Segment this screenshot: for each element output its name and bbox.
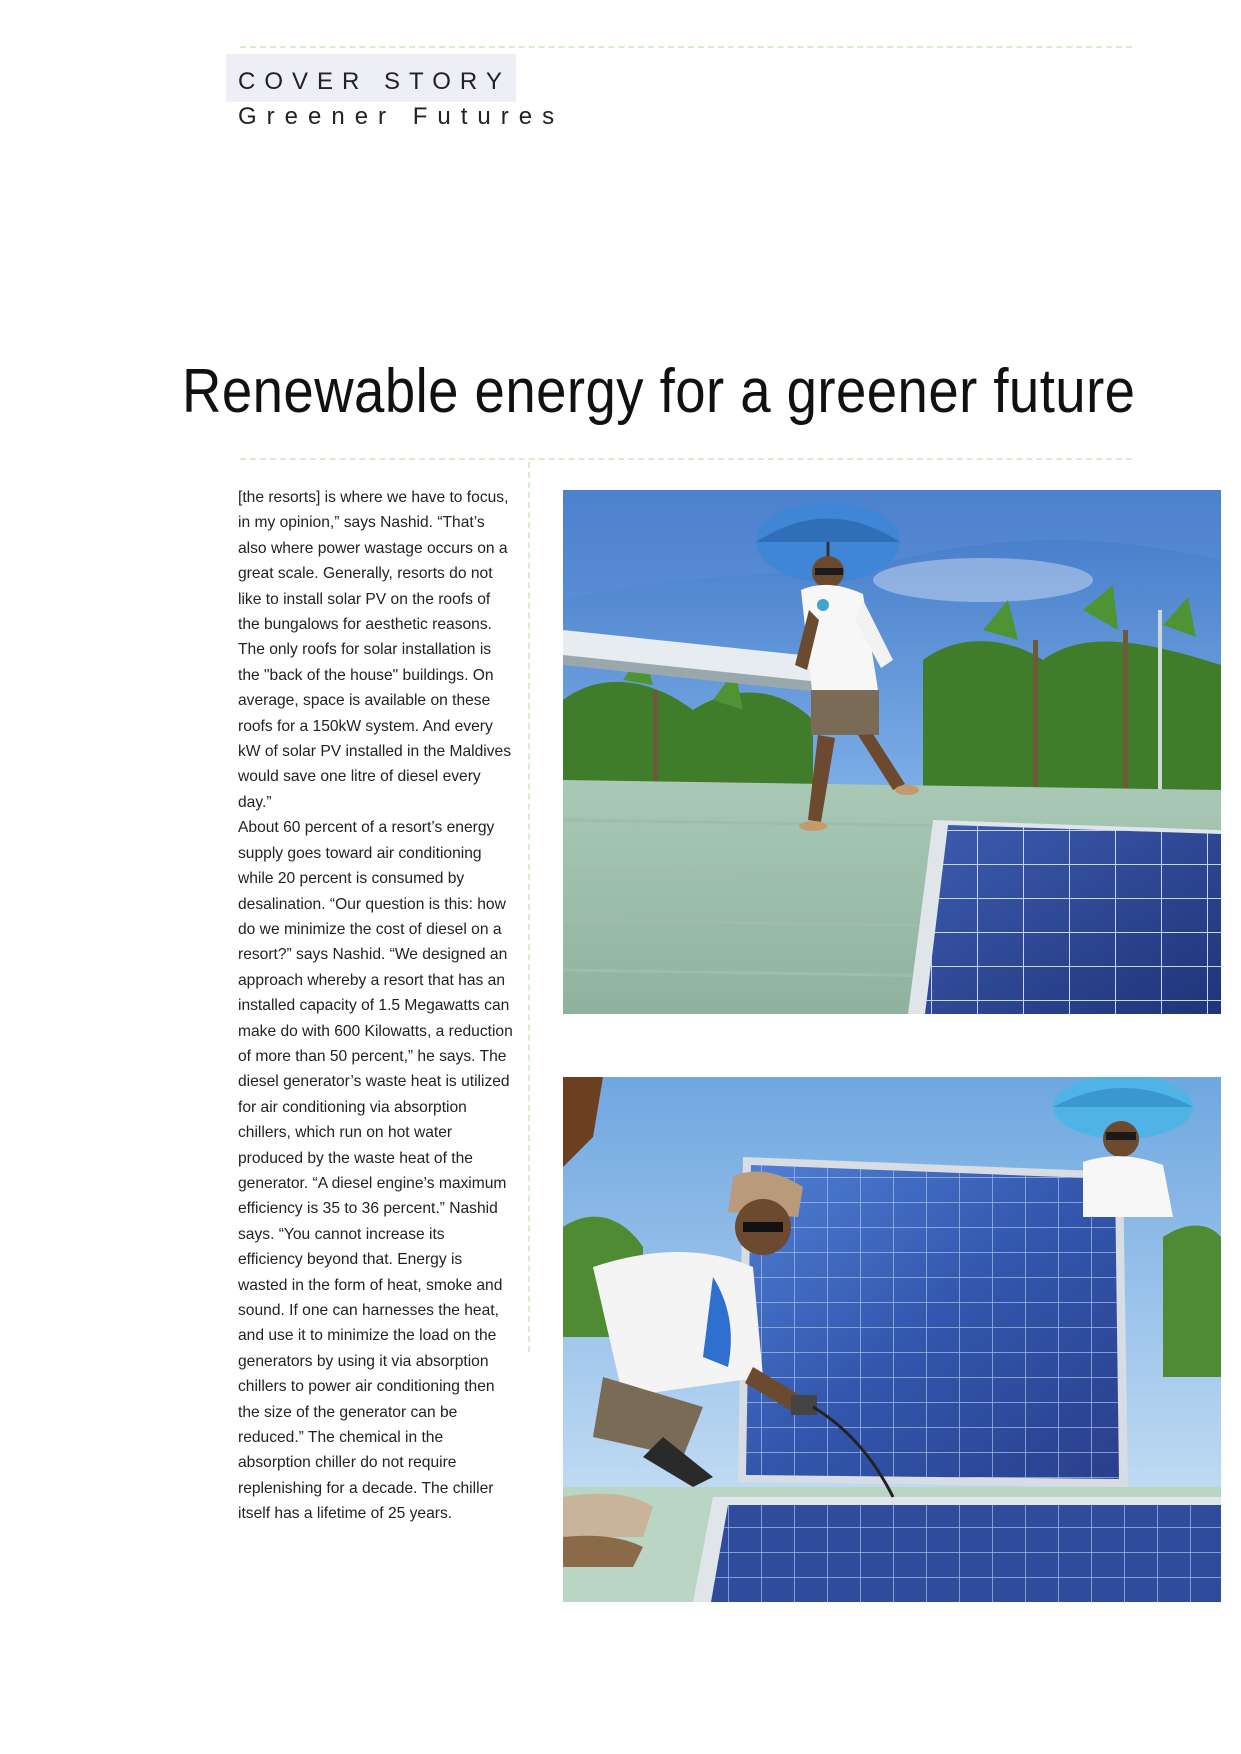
section-kicker: COVER STORY: [238, 68, 511, 95]
article-headline: Renewable energy for a greener future: [182, 357, 1136, 426]
body-paragraph-2: About 60 percent of a resort’s energy supply goes toward air conditioning while 20 percent is consumed by desalination. “Our question is this: how do we minimize the cost of diesel on a resort?” says Nashid. “We designed an approach whereby a resort that has an installed capacity of 1.5 Megawatts can make do with 600 Kilowatts, a reduction of more than 50 percent,” he says. The diesel generator’s waste heat is utilized for air conditioning via absorption chillers, which run on hot water produced by the waste heat of the generator. “A diesel engine’s maximum efficiency is 35 to 36 percent.” Nashid says. “You cannot increase its efficiency beyond that. Energy is wasted in the form of heat, smoke and sound. If one can harnesses the heat, and use it to minimize the load on the generators by using it via absorption chillers to power air conditioning then the size of the generator can be reduced.” The chemical in the absorption chiller do not require replenishing for a decade. The chiller itself has a lifetime of 25 years.: [238, 819, 513, 1523]
column-divider: [528, 462, 530, 1352]
panel-installation-photo: [563, 1077, 1221, 1602]
article-body: [238, 485, 513, 1527]
rooftop-solar-photo: [563, 490, 1221, 1014]
body-paragraph-1: [the resorts] is where we have to focus, in my opinion,” says Nashid. “That’s also where power wastage occurs on a great scale. Generally, resorts do not like to install solar PV on the roofs of the bungalows for aesthetic reasons. The only roofs for solar installation is the "back of the house" buildings. On average, space is available on these roofs for a 150kW system. And every kW of solar PV installed in the Maldives would save one litre of diesel every day.”: [238, 489, 512, 811]
top-divider: [240, 46, 1132, 48]
headline-divider: [240, 458, 1132, 460]
section-subkicker: Greener Futures: [238, 103, 565, 130]
